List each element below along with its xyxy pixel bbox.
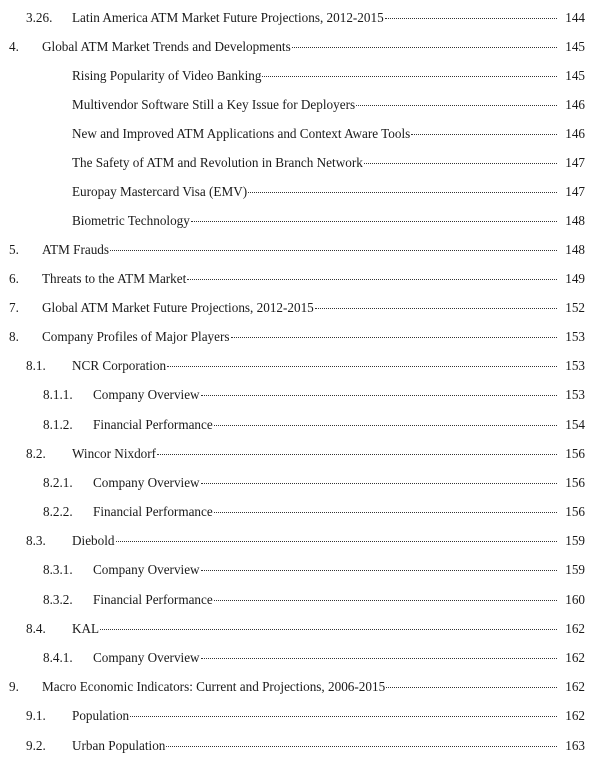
dot-leader (130, 716, 557, 717)
toc-entry-page: 147 (565, 155, 585, 170)
dot-leader (214, 425, 557, 426)
dot-leader (201, 395, 557, 396)
dot-leader (364, 163, 557, 164)
toc-entry-title: NCR Corporation (72, 358, 167, 373)
toc-entry-title: Global ATM Market Future Projections, 2012-2015 (42, 300, 314, 315)
toc-entry-number: 8.1. (26, 358, 46, 373)
toc-entry-title: Threats to the ATM Market (42, 271, 187, 286)
dot-leader (201, 658, 557, 659)
toc-entry-page: 153 (565, 358, 585, 373)
toc-entry-title: Global ATM Market Trends and Developments (42, 39, 291, 54)
toc-entry-page: 156 (565, 504, 585, 519)
toc-entry-page: 156 (565, 446, 585, 461)
toc-entry-page: 149 (565, 271, 585, 286)
toc-entry-page: 146 (565, 97, 585, 112)
dot-leader (248, 192, 557, 193)
toc-entry[interactable] (0, 357, 615, 375)
dot-leader (100, 629, 557, 630)
dot-leader (201, 570, 557, 571)
toc-entry[interactable] (0, 620, 615, 638)
toc-entry[interactable] (0, 9, 615, 27)
dot-leader (262, 76, 557, 77)
toc-entry[interactable] (0, 270, 615, 288)
toc-entry[interactable] (0, 125, 615, 143)
toc-entry-title: Wincor Nixdorf (72, 446, 157, 461)
toc-entry-number: 8.4.1. (43, 650, 73, 665)
dot-leader (292, 47, 557, 48)
toc-entry[interactable] (0, 591, 615, 609)
toc-entry[interactable] (0, 154, 615, 172)
toc-entry-number: 8.1.1. (43, 387, 73, 402)
dot-leader (110, 250, 557, 251)
toc-entry-page: 154 (565, 417, 585, 432)
toc-entry-number: 9.2. (26, 738, 46, 753)
toc-entry-title: ATM Frauds (42, 242, 110, 257)
dot-leader (187, 279, 557, 280)
toc-entry-number: 9.1. (26, 708, 46, 723)
toc-entry-title: Company Overview (93, 387, 200, 402)
toc-entry[interactable] (0, 561, 615, 579)
toc-entry-title: Financial Performance (93, 592, 213, 607)
toc-entry-number: 8.3. (26, 533, 46, 548)
toc-entry-title: Population (72, 708, 130, 723)
dot-leader (166, 746, 557, 747)
toc-entry-number: 8.2.1. (43, 475, 73, 490)
toc-entry[interactable] (0, 299, 615, 317)
dot-leader (385, 18, 557, 19)
toc-entry-page: 160 (565, 592, 585, 607)
dot-leader (411, 134, 557, 135)
toc-entry-title: Company Overview (93, 650, 200, 665)
toc-entry-title: Financial Performance (93, 417, 213, 432)
dot-leader (191, 221, 557, 222)
dot-leader (231, 337, 557, 338)
toc-entry-title: Macro Economic Indicators: Current and Projections, 2006-2015 (42, 679, 386, 694)
toc-entry-page: 144 (565, 10, 585, 25)
dot-leader (201, 483, 557, 484)
toc-entry-number: 6. (9, 271, 19, 286)
toc-entry-number: 8.2. (26, 446, 46, 461)
toc-entry-title: The Safety of ATM and Revolution in Branch Network (72, 155, 363, 170)
toc-entry[interactable] (0, 707, 615, 725)
toc-entry[interactable] (0, 532, 615, 550)
toc-entry-page: 162 (565, 621, 585, 636)
toc-entry-page: 145 (565, 68, 585, 83)
toc-entry-number: 8.2.2. (43, 504, 73, 519)
toc-entry-title: Company Overview (93, 475, 200, 490)
toc-entry-page: 156 (565, 475, 585, 490)
toc-entry-number: 5. (9, 242, 19, 257)
toc-entry-title: New and Improved ATM Applications and Context Aware Tools (72, 126, 411, 141)
toc-entry-page: 159 (565, 533, 585, 548)
toc-entry-page: 145 (565, 39, 585, 54)
toc-entry-number: 8.4. (26, 621, 46, 636)
toc-entry[interactable] (0, 96, 615, 114)
toc-entry-page: 146 (565, 126, 585, 141)
toc-entry[interactable] (0, 212, 615, 230)
toc-entry-number: 7. (9, 300, 19, 315)
toc-entry-title: Multivendor Software Still a Key Issue for Deployers (72, 97, 356, 112)
toc-entry[interactable] (0, 474, 615, 492)
toc-entry-title: Urban Population (72, 738, 166, 753)
toc-entry-title: Company Profiles of Major Players (42, 329, 230, 344)
dot-leader (386, 687, 557, 688)
dot-leader (214, 512, 557, 513)
toc-entry-page: 162 (565, 650, 585, 665)
toc-entry-number: 8.3.1. (43, 562, 73, 577)
toc-entry-page: 153 (565, 387, 585, 402)
toc-entry[interactable] (0, 416, 615, 434)
toc-entry[interactable] (0, 737, 615, 755)
toc-entry-title: Financial Performance (93, 504, 213, 519)
toc-entry-page: 148 (565, 213, 585, 228)
toc-entry-title: Rising Popularity of Video Banking (72, 68, 262, 83)
toc-entry-page: 162 (565, 679, 585, 694)
toc-entry[interactable] (0, 503, 615, 521)
toc-entry[interactable] (0, 183, 615, 201)
toc-entry-number: 8.3.2. (43, 592, 73, 607)
toc-entry[interactable] (0, 67, 615, 85)
toc-entry[interactable] (0, 649, 615, 667)
toc-entry-number: 9. (9, 679, 19, 694)
toc-entry-page: 159 (565, 562, 585, 577)
toc-entry[interactable] (0, 678, 615, 696)
dot-leader (157, 454, 557, 455)
dot-leader (214, 600, 557, 601)
toc-entry-page: 148 (565, 242, 585, 257)
toc-entry-title: Company Overview (93, 562, 200, 577)
toc-entry-page: 152 (565, 300, 585, 315)
dot-leader (116, 541, 558, 542)
toc-entry-title: KAL (72, 621, 100, 636)
toc-entry-title: Europay Mastercard Visa (EMV) (72, 184, 248, 199)
dot-leader (315, 308, 557, 309)
toc-entry-title: Diebold (72, 533, 115, 548)
toc-entry-number: 8. (9, 329, 19, 344)
dot-leader (167, 366, 557, 367)
toc-entry[interactable] (0, 241, 615, 259)
toc-entry-page: 147 (565, 184, 585, 199)
toc-entry-page: 163 (565, 738, 585, 753)
toc-entry-number: 8.1.2. (43, 417, 73, 432)
toc-entry-number: 3.26. (26, 10, 53, 25)
toc-entry[interactable] (0, 328, 615, 346)
dot-leader (356, 105, 557, 106)
toc-entry-number: 4. (9, 39, 19, 54)
toc-entry[interactable] (0, 386, 615, 404)
toc-entry-page: 153 (565, 329, 585, 344)
toc-entry[interactable] (0, 38, 615, 56)
toc-entry[interactable] (0, 445, 615, 463)
toc-entry-title: Latin America ATM Market Future Projections, 2012-2015 (72, 10, 384, 25)
toc-entry-title: Biometric Technology (72, 213, 190, 228)
toc-entry-page: 162 (565, 708, 585, 723)
